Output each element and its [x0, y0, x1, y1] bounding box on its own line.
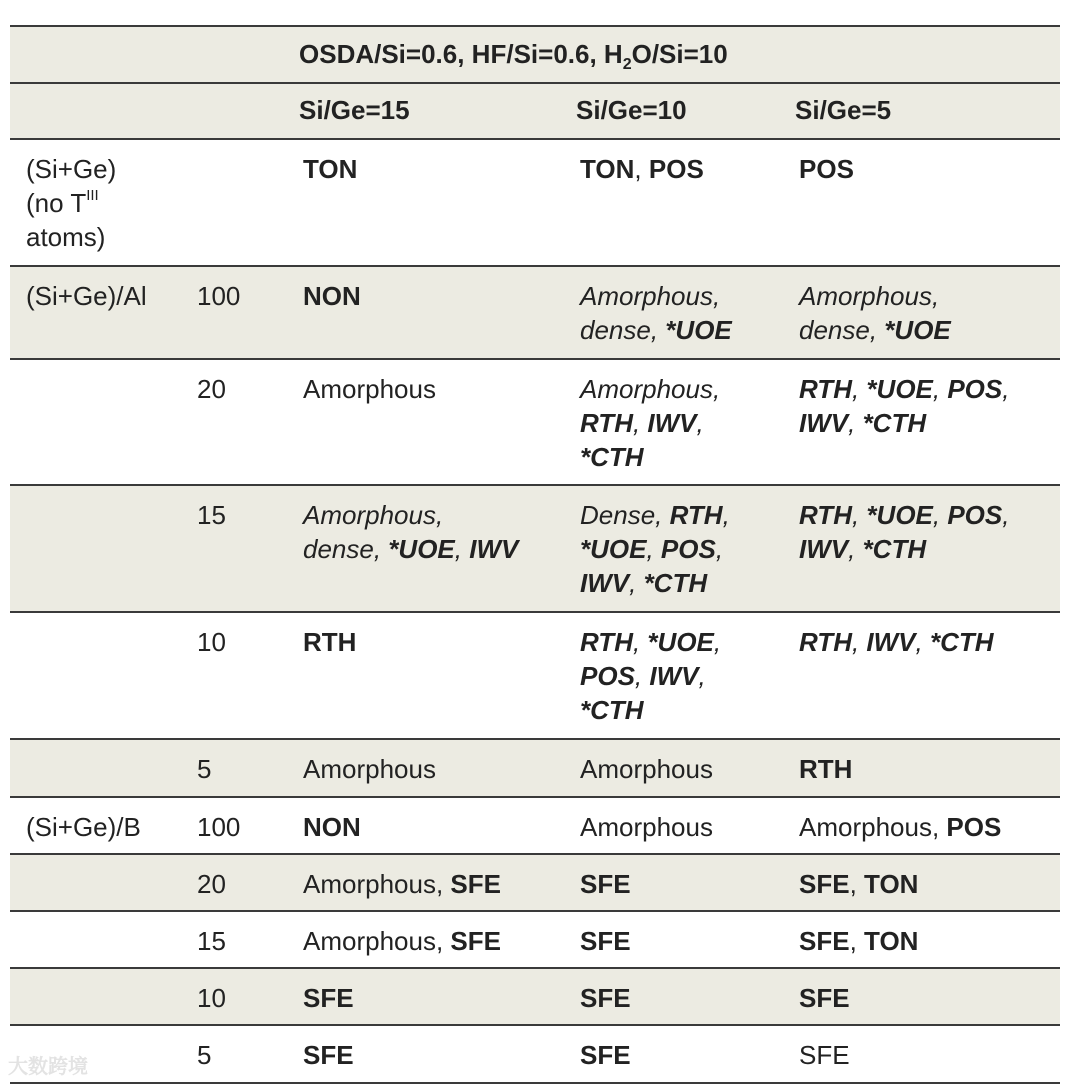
- phase-text: ,: [454, 534, 470, 564]
- phase-cell: [303, 279, 573, 313]
- phase-text: Amorphous,: [303, 500, 444, 530]
- phase-text: RTH: [799, 754, 853, 784]
- phase-text: dense,: [580, 315, 666, 345]
- phase-text: Amorphous,: [580, 281, 721, 311]
- cell-line: [303, 152, 573, 186]
- phase-cell: [799, 279, 1054, 347]
- phase-text: *UOE: [866, 374, 933, 404]
- results-table: [10, 25, 1060, 1084]
- phase-text: RTH: [303, 627, 357, 657]
- phase-text: RTH: [580, 627, 633, 657]
- phase-cell: [799, 924, 1054, 958]
- phase-text: *CTH: [580, 695, 644, 725]
- table-row: [10, 740, 1060, 798]
- phase-text: ,: [932, 500, 948, 530]
- cell-line: [799, 752, 1054, 786]
- phase-cell: [580, 625, 790, 727]
- cell-line: [303, 752, 573, 786]
- phase-text: *UOE: [884, 315, 951, 345]
- cell-line: [799, 532, 1054, 566]
- phase-text: POS: [660, 534, 716, 564]
- phase-text: *CTH: [862, 534, 927, 564]
- cell-line: [799, 406, 1054, 440]
- cell-line: [580, 625, 790, 659]
- phase-cell: [303, 924, 573, 958]
- phase-text: POS: [947, 500, 1003, 530]
- phase-cell: [303, 625, 573, 659]
- phase-cell: [303, 498, 573, 566]
- phase-text: ,: [629, 568, 644, 598]
- phase-text: ,: [1002, 500, 1010, 530]
- phase-text: RTH: [580, 408, 633, 438]
- cell-line: [580, 279, 790, 313]
- ratio-value: 15: [197, 926, 226, 956]
- cell-line: [580, 752, 790, 786]
- cell-line: [303, 924, 573, 958]
- phase-cell: [799, 810, 1054, 844]
- phase-text: POS: [947, 374, 1003, 404]
- phase-text: ,: [851, 627, 867, 657]
- cell-line: [580, 440, 790, 474]
- phase-text: ,: [848, 534, 863, 564]
- phase-cell: [799, 752, 1054, 786]
- phase-text: NON: [303, 281, 361, 311]
- phase-cell: [580, 279, 790, 347]
- phase-text: Amorphous: [580, 754, 713, 784]
- phase-text: POS: [799, 154, 854, 184]
- phase-text: ,: [722, 500, 730, 530]
- table-row: [10, 140, 1060, 267]
- phase-text: IWV: [580, 568, 630, 598]
- phase-text: *CTH: [580, 442, 644, 472]
- table-header-columns: [10, 84, 1060, 140]
- phase-text: *UOE: [580, 534, 647, 564]
- col-header-sige-15: Si/Ge=15: [299, 95, 410, 125]
- phase-text: dense,: [799, 315, 885, 345]
- ratio-value: 100: [197, 812, 241, 842]
- phase-text: Amorphous: [303, 754, 436, 784]
- phase-text: Amorphous: [580, 812, 713, 842]
- phase-cell: [580, 867, 790, 901]
- cell-line: [799, 810, 1054, 844]
- phase-cell: [799, 867, 1054, 901]
- table-row: [10, 267, 1060, 360]
- cell-line: [580, 810, 790, 844]
- phase-text: Amorphous,: [799, 812, 947, 842]
- phase-cell: [580, 1038, 790, 1072]
- phase-cell: [799, 981, 1054, 1015]
- table-row: [10, 855, 1060, 912]
- phase-text: TON: [580, 154, 635, 184]
- cell-line: [580, 152, 790, 186]
- phase-text: *UOE: [665, 315, 732, 345]
- phase-cell: [799, 152, 1054, 186]
- phase-cell: [303, 981, 573, 1015]
- table-row: [10, 360, 1060, 486]
- ratio-value: 10: [197, 627, 226, 657]
- phase-text: SFE: [799, 1040, 850, 1070]
- ratio-value: 20: [197, 374, 226, 404]
- phase-text: RTH: [799, 627, 852, 657]
- phase-text: *UOE: [647, 627, 714, 657]
- cell-line: [303, 279, 573, 313]
- phase-text: ,: [848, 408, 863, 438]
- phase-text: ,: [634, 661, 650, 691]
- cell-line: [799, 625, 1054, 659]
- phase-cell: [303, 1038, 573, 1072]
- phase-cell: [580, 924, 790, 958]
- phase-cell: [580, 152, 790, 186]
- row-group-label-al: (Si+Ge)/Al: [26, 281, 147, 311]
- phase-text: *UOE: [866, 500, 933, 530]
- phase-text: SFE: [799, 983, 850, 1013]
- phase-text: Amorphous,: [303, 869, 451, 899]
- phase-text: NON: [303, 812, 361, 842]
- phase-text: ,: [632, 627, 648, 657]
- table-row: [10, 1026, 1060, 1084]
- phase-text: ,: [696, 408, 704, 438]
- phase-text: ,: [698, 661, 706, 691]
- phase-text: SFE: [450, 869, 501, 899]
- cell-line: [799, 313, 1054, 347]
- phase-text: IWV: [469, 534, 519, 564]
- phase-text: ,: [1002, 374, 1010, 404]
- cell-line: [303, 532, 573, 566]
- table-row: [10, 486, 1060, 613]
- phase-cell: [303, 752, 573, 786]
- cell-line: [580, 867, 790, 901]
- phase-text: ,: [849, 926, 865, 956]
- phase-cell: [580, 752, 790, 786]
- cell-line: [580, 532, 790, 566]
- ratio-value: 5: [197, 754, 212, 784]
- cell-line: [303, 981, 573, 1015]
- phase-text: ,: [851, 500, 867, 530]
- cell-line: [580, 498, 790, 532]
- phase-text: ,: [715, 534, 724, 564]
- cell-line: [580, 981, 790, 1015]
- table-header-conditions: [10, 25, 1060, 84]
- cell-line: [799, 924, 1054, 958]
- cell-line: [580, 406, 790, 440]
- cell-line: [799, 867, 1054, 901]
- phase-cell: [580, 810, 790, 844]
- table-row: [10, 798, 1060, 855]
- cell-line: [303, 625, 573, 659]
- phase-text: ,: [632, 408, 648, 438]
- cell-line: [580, 372, 790, 406]
- phase-text: IWV: [649, 661, 699, 691]
- phase-text: SFE: [580, 869, 631, 899]
- phase-text: ,: [713, 627, 722, 657]
- phase-text: SFE: [303, 983, 354, 1013]
- phase-text: SFE: [580, 1040, 631, 1070]
- row-group-label-no-t3: (Si+Ge) (no $T^{III}$ atoms): [26, 154, 117, 252]
- phase-cell: [580, 372, 790, 474]
- phase-text: ,: [646, 534, 661, 564]
- phase-text: IWV: [799, 408, 849, 438]
- cell-line: [580, 566, 790, 600]
- phase-text: Amorphous,: [303, 926, 451, 956]
- cell-line: [303, 372, 573, 406]
- phase-text: POS: [580, 661, 635, 691]
- phase-text: ,: [634, 154, 649, 184]
- cell-line: [580, 1038, 790, 1072]
- phase-text: RTH: [669, 500, 723, 530]
- phase-cell: [580, 498, 790, 600]
- phase-text: RTH: [799, 500, 852, 530]
- phase-cell: [799, 372, 1054, 440]
- phase-text: Amorphous,: [799, 281, 940, 311]
- cell-line: [580, 313, 790, 347]
- phase-cell: [303, 810, 573, 844]
- phase-text: SFE: [580, 926, 631, 956]
- phase-text: Dense,: [580, 500, 670, 530]
- cell-line: [799, 981, 1054, 1015]
- phase-text: ,: [915, 627, 930, 657]
- cell-line: [580, 659, 790, 693]
- phase-text: IWV: [647, 408, 697, 438]
- cell-line: [580, 924, 790, 958]
- phase-text: Amorphous,: [580, 374, 721, 404]
- phase-text: SFE: [450, 926, 501, 956]
- cell-line: [799, 498, 1054, 532]
- col-header-sige-5: Si/Ge=5: [795, 95, 892, 125]
- phase-text: IWV: [799, 534, 849, 564]
- phase-text: IWV: [866, 627, 916, 657]
- table-row: [10, 613, 1060, 740]
- phase-text: SFE: [580, 983, 631, 1013]
- table-row: [10, 969, 1060, 1026]
- cell-line: [799, 152, 1054, 186]
- cell-line: [303, 1038, 573, 1072]
- synthesis-conditions-title: OSDA/Si=0.6, HF/Si=0.6, $H_2O/Si=10$: [299, 39, 728, 74]
- cell-line: [303, 867, 573, 901]
- cell-line: [799, 372, 1054, 406]
- phase-text: *UOE: [388, 534, 455, 564]
- cell-line: [580, 693, 790, 727]
- phase-text: *CTH: [862, 408, 927, 438]
- phase-text: *CTH: [929, 627, 994, 657]
- phase-cell: [303, 372, 573, 406]
- phase-text: POS: [946, 812, 1002, 842]
- phase-text: *CTH: [643, 568, 708, 598]
- phase-cell: [799, 1038, 1054, 1072]
- phase-text: SFE: [799, 869, 850, 899]
- watermark: 大数跨境: [8, 1056, 88, 1078]
- table-row: [10, 912, 1060, 969]
- phase-text: Amorphous: [303, 374, 436, 404]
- phase-text: RTH: [799, 374, 852, 404]
- phase-text: ,: [932, 374, 948, 404]
- phase-cell: [799, 625, 1054, 659]
- phase-cell: [303, 152, 573, 186]
- ratio-value: 20: [197, 869, 226, 899]
- cell-line: [799, 1038, 1054, 1072]
- phase-text: ,: [849, 869, 865, 899]
- phase-text: ,: [851, 374, 867, 404]
- cell-line: [303, 810, 573, 844]
- ratio-value: 10: [197, 983, 226, 1013]
- ratio-value: 15: [197, 500, 226, 530]
- ratio-value: 5: [197, 1040, 212, 1070]
- phase-text: SFE: [799, 926, 850, 956]
- phase-text: TON: [303, 154, 358, 184]
- col-header-sige-10: Si/Ge=10: [576, 95, 687, 125]
- phase-text: POS: [648, 154, 704, 184]
- row-group-label-b: (Si+Ge)/B: [26, 812, 141, 842]
- phase-text: SFE: [303, 1040, 354, 1070]
- ratio-value: 100: [197, 281, 241, 311]
- cell-line: [799, 279, 1054, 313]
- phase-cell: [799, 498, 1054, 566]
- phase-text: dense,: [303, 534, 389, 564]
- phase-cell: [580, 981, 790, 1015]
- cell-line: [303, 498, 573, 532]
- phase-text: TON: [864, 869, 919, 899]
- phase-cell: [303, 867, 573, 901]
- phase-text: TON: [864, 926, 919, 956]
